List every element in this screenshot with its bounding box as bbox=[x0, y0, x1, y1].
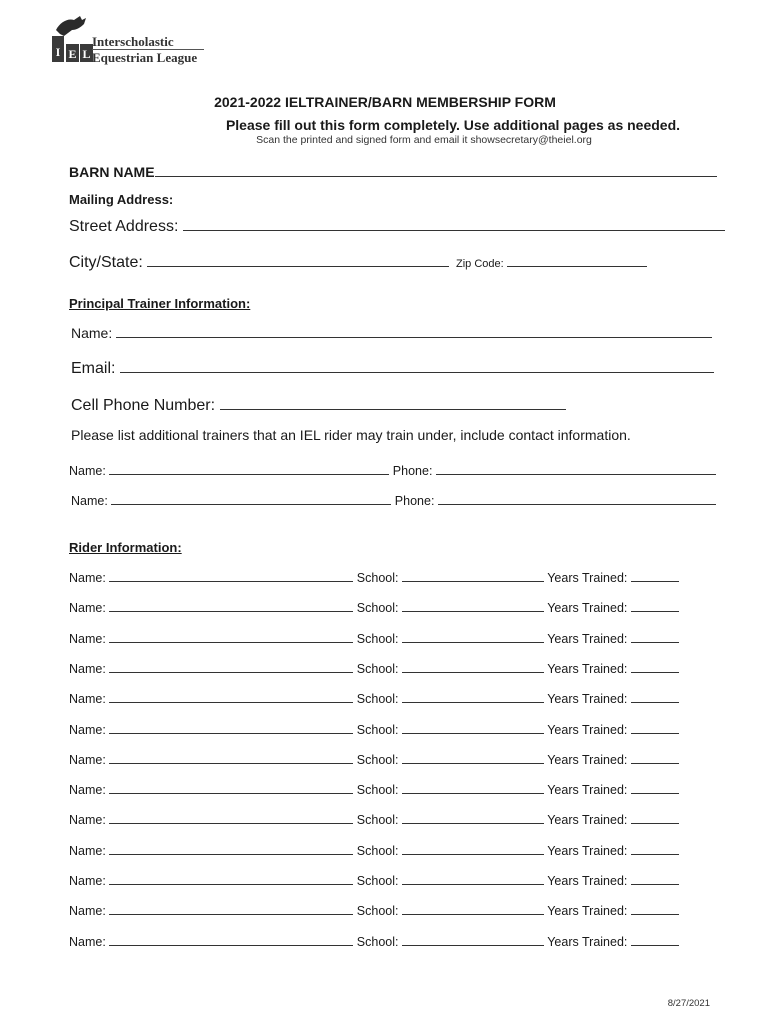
rider-years-line[interactable] bbox=[631, 671, 679, 673]
form-subtitle: Please fill out this form completely. Use additional pages as needed. bbox=[225, 117, 681, 133]
zip-code-field[interactable] bbox=[456, 258, 647, 270]
street-address-line[interactable] bbox=[183, 229, 725, 231]
rider-row[interactable] bbox=[69, 601, 679, 615]
rider-years-label: Years Trained: bbox=[547, 692, 628, 707]
rider-name-line[interactable] bbox=[109, 580, 353, 582]
rider-row[interactable] bbox=[69, 783, 679, 797]
barn-name-label: BARN NAME bbox=[69, 164, 155, 180]
rider-name-line[interactable] bbox=[109, 853, 353, 855]
trainer-phone-field[interactable] bbox=[71, 397, 566, 415]
logo-initial-i: I bbox=[55, 45, 61, 59]
rider-school-label: School: bbox=[356, 934, 399, 949]
rider-name-label: Name: bbox=[69, 874, 106, 888]
rider-school-line[interactable] bbox=[402, 792, 544, 794]
logo-line1: Interscholastic bbox=[92, 34, 174, 49]
city-state-label: City/State: bbox=[69, 254, 143, 271]
rider-name-label: Name: bbox=[69, 813, 106, 828]
rider-years-label: Years Trained: bbox=[547, 934, 628, 949]
rider-school-label: School: bbox=[356, 722, 399, 737]
trainer-phone-line[interactable] bbox=[220, 408, 566, 410]
rider-school-line[interactable] bbox=[402, 822, 544, 824]
rider-row[interactable] bbox=[69, 753, 679, 767]
rider-name-label: Name: bbox=[69, 722, 106, 737]
rider-years-line[interactable] bbox=[631, 610, 679, 612]
rider-years-line[interactable] bbox=[631, 641, 679, 643]
rider-school-label: School: bbox=[356, 631, 399, 646]
rider-years-line[interactable] bbox=[631, 792, 679, 794]
street-address-label: Street Address: bbox=[69, 218, 179, 235]
logo-initial-e: E bbox=[68, 47, 77, 61]
additional-trainer-name-line[interactable] bbox=[111, 503, 391, 505]
footer-date: 8/27/2021 bbox=[667, 998, 710, 1009]
additional-trainers-instructions: Please list additional trainers that an IEL rider may train under, include contact information. bbox=[71, 427, 631, 443]
rider-name-label: Name: bbox=[69, 752, 106, 767]
rider-row[interactable] bbox=[69, 935, 679, 949]
trainer-email-field[interactable] bbox=[71, 360, 714, 378]
rider-name-label: Name: bbox=[69, 601, 106, 616]
rider-school-label: School: bbox=[356, 661, 399, 676]
rider-name-label: Name: bbox=[69, 661, 106, 676]
rider-school-line[interactable] bbox=[402, 883, 544, 885]
rider-name-line[interactable] bbox=[109, 792, 353, 794]
rider-years-label: Years Trained: bbox=[547, 661, 628, 676]
city-state-field[interactable] bbox=[69, 254, 449, 272]
rider-years-line[interactable] bbox=[631, 853, 679, 855]
trainer-name-label: Name: bbox=[71, 325, 113, 341]
rider-school-line[interactable] bbox=[402, 580, 544, 582]
rider-school-line[interactable] bbox=[402, 641, 544, 643]
form-instructions: Scan the printed and signed form and email it showsecretary@theiel.org bbox=[256, 134, 592, 146]
additional-trainer-name-label: Name: bbox=[71, 494, 108, 508]
logo-line2: Equestrian League bbox=[92, 50, 198, 65]
rider-row[interactable] bbox=[69, 904, 679, 918]
additional-trainer-phone-label: Phone: bbox=[392, 464, 433, 478]
rider-school-line[interactable] bbox=[402, 913, 544, 915]
rider-name-line[interactable] bbox=[109, 883, 353, 885]
additional-trainer-phone-label: Phone: bbox=[394, 494, 435, 508]
rider-years-label: Years Trained: bbox=[547, 752, 628, 767]
rider-years-line[interactable] bbox=[631, 762, 679, 764]
rider-row[interactable] bbox=[69, 632, 679, 646]
rider-school-line[interactable] bbox=[402, 853, 544, 855]
rider-school-line[interactable] bbox=[402, 671, 544, 673]
additional-trainer-row[interactable] bbox=[69, 464, 716, 478]
trainer-phone-label: Cell Phone Number: bbox=[71, 397, 216, 414]
rider-school-line[interactable] bbox=[402, 610, 544, 612]
trainer-name-line[interactable] bbox=[116, 336, 712, 338]
rider-row[interactable] bbox=[69, 874, 679, 888]
rider-school-line[interactable] bbox=[402, 762, 544, 764]
barn-name-field[interactable] bbox=[69, 164, 717, 180]
rider-years-line[interactable] bbox=[631, 732, 679, 734]
rider-row[interactable] bbox=[69, 723, 679, 737]
rider-information-heading: Rider Information: bbox=[69, 540, 182, 555]
principal-trainer-heading: Principal Trainer Information: bbox=[69, 296, 251, 311]
rider-row[interactable] bbox=[69, 844, 679, 858]
rider-name-label: Name: bbox=[69, 934, 106, 949]
rider-years-label: Years Trained: bbox=[547, 601, 628, 616]
rider-years-label: Years Trained: bbox=[547, 783, 628, 798]
trainer-name-field[interactable] bbox=[71, 325, 712, 341]
rider-row[interactable] bbox=[69, 813, 679, 827]
rider-years-line[interactable] bbox=[631, 944, 679, 946]
rider-name-line[interactable] bbox=[109, 913, 353, 915]
rider-school-label: School: bbox=[356, 904, 399, 919]
rider-years-line[interactable] bbox=[631, 701, 679, 703]
rider-school-label: School: bbox=[356, 783, 399, 798]
rider-school-line[interactable] bbox=[402, 701, 544, 703]
rider-school-label: School: bbox=[356, 692, 399, 707]
rider-row[interactable] bbox=[69, 692, 679, 706]
additional-trainer-phone-line[interactable] bbox=[436, 473, 716, 475]
rider-name-line[interactable] bbox=[109, 944, 353, 946]
rider-name-line[interactable] bbox=[109, 671, 353, 673]
rider-years-line[interactable] bbox=[631, 580, 679, 582]
trainer-email-line[interactable] bbox=[120, 371, 714, 373]
rider-name-label: Name: bbox=[69, 631, 106, 646]
rider-years-label: Years Trained: bbox=[547, 843, 628, 858]
rider-school-label: School: bbox=[356, 601, 399, 616]
rider-row[interactable] bbox=[69, 571, 679, 585]
rider-school-label: School: bbox=[356, 752, 399, 767]
rider-name-line[interactable] bbox=[109, 762, 353, 764]
rider-name-line[interactable] bbox=[109, 822, 353, 824]
rider-name-label: Name: bbox=[69, 783, 106, 798]
rider-school-label: School: bbox=[356, 571, 399, 585]
rider-school-label: School: bbox=[356, 843, 399, 858]
rider-name-line[interactable] bbox=[109, 641, 353, 643]
rider-years-label: Years Trained: bbox=[547, 904, 628, 919]
iel-logo bbox=[50, 14, 210, 64]
rider-school-line[interactable] bbox=[402, 944, 544, 946]
rider-school-line[interactable] bbox=[402, 732, 544, 734]
horse-jumper-icon bbox=[50, 14, 98, 64]
additional-trainer-name-label: Name: bbox=[69, 464, 106, 478]
rider-name-label: Name: bbox=[69, 843, 106, 858]
additional-trainer-row[interactable] bbox=[71, 494, 716, 508]
rider-name-label: Name: bbox=[69, 692, 106, 707]
rider-years-label: Years Trained: bbox=[547, 813, 628, 828]
zip-code-line[interactable] bbox=[507, 265, 647, 267]
rider-years-line[interactable] bbox=[631, 913, 679, 915]
form-title: 2021-2022 IELTRAINER/BARN MEMBERSHIP FORM bbox=[214, 94, 556, 110]
street-address-field[interactable] bbox=[69, 218, 725, 236]
rider-years-label: Years Trained: bbox=[547, 874, 628, 888]
rider-school-label: School: bbox=[356, 874, 399, 888]
rider-name-line[interactable] bbox=[109, 732, 353, 734]
logo-initial-l: L bbox=[82, 47, 91, 61]
rider-years-label: Years Trained: bbox=[547, 631, 628, 646]
city-state-line[interactable] bbox=[147, 265, 449, 267]
zip-code-label: Zip Code: bbox=[456, 258, 504, 270]
rider-name-label: Name: bbox=[69, 571, 106, 585]
rider-name-line[interactable] bbox=[109, 610, 353, 612]
additional-trainer-name-line[interactable] bbox=[109, 473, 389, 475]
rider-years-label: Years Trained: bbox=[547, 722, 628, 737]
mailing-address-label: Mailing Address: bbox=[69, 192, 174, 207]
trainer-email-label: Email: bbox=[71, 360, 116, 377]
rider-name-label: Name: bbox=[69, 904, 106, 919]
additional-trainer-phone-line[interactable] bbox=[438, 503, 716, 505]
rider-years-label: Years Trained: bbox=[547, 571, 628, 585]
rider-school-label: School: bbox=[356, 813, 399, 828]
rider-name-line[interactable] bbox=[109, 701, 353, 703]
rider-row[interactable] bbox=[69, 662, 679, 676]
rider-years-line[interactable] bbox=[631, 883, 679, 885]
barn-name-line[interactable] bbox=[155, 175, 717, 177]
rider-years-line[interactable] bbox=[631, 822, 679, 824]
